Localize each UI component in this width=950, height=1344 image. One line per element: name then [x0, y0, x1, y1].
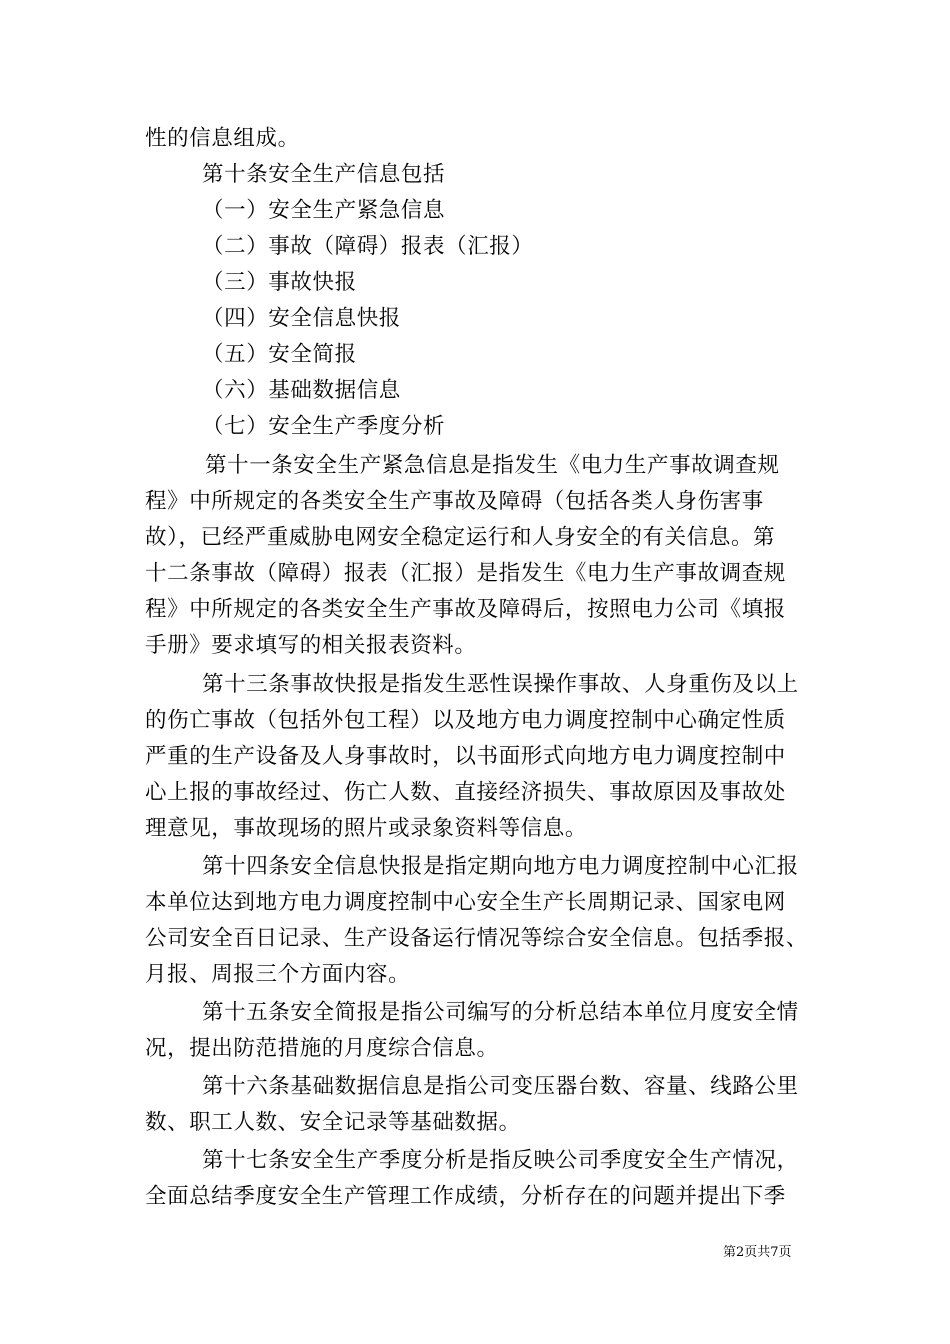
- text-line: 故），已经严重威胁电网安全稳定运行和人身安全的有关信息。第: [145, 525, 776, 550]
- text-line: 全面总结季度安全生产管理工作成绩，分析存在的问题并提出下季: [145, 1184, 786, 1209]
- list-item: （七）安全生产季度分析: [202, 414, 446, 439]
- text-line: 公司安全百日记录、生产设备运行情况等综合安全信息。包括季报、: [145, 926, 809, 951]
- text-line: 第十条安全生产信息包括: [202, 162, 446, 187]
- text-line: 数、职工人数、安全记录等基础数据。: [145, 1110, 521, 1135]
- text-line: 本单位达到地方电力调度控制中心安全生产长周期记录、国家电网: [145, 890, 786, 915]
- text-line: 第十三条事故快报是指发生恶性误操作事故、人身重伤及以上: [202, 672, 799, 697]
- text-line: 月报、周报三个方面内容。: [145, 962, 411, 987]
- list-item: （二）事故（障碍）报表（汇报）: [202, 234, 534, 259]
- page-number-footer: 第2页共7页: [723, 1245, 792, 1260]
- text-line: 性的信息组成。: [145, 126, 300, 151]
- text-line: 况，提出防范措施的月度综合信息。: [145, 1036, 499, 1061]
- text-line: 第十四条安全信息快报是指定期向地方电力调度控制中心汇报: [202, 854, 799, 879]
- list-item: （六）基础数据信息: [202, 378, 401, 403]
- text-line: 程》中所规定的各类安全生产事故及障碍（包括各类人身伤害事: [145, 489, 764, 514]
- text-line: 第十一条安全生产紧急信息是指发生《电力生产事故调查规: [205, 453, 780, 478]
- text-line: 严重的生产设备及人身事故时，以书面形式向地方电力调度控制中: [145, 744, 786, 769]
- text-line: 心上报的事故经过、伤亡人数、直接经济损失、事故原因及事故处: [145, 780, 786, 805]
- text-line: 第十六条基础数据信息是指公司变压器台数、容量、线路公里: [202, 1074, 799, 1099]
- text-line: 理意见，事故现场的照片或录象资料等信息。: [145, 816, 588, 841]
- text-line: 的伤亡事故（包括外包工程）以及地方电力调度控制中心确定性质: [145, 708, 786, 733]
- text-line: 十二条事故（障碍）报表（汇报）是指发生《电力生产事故调查规: [145, 561, 786, 586]
- text-line: 第十五条安全简报是指公司编写的分析总结本单位月度安全情: [202, 1000, 799, 1025]
- text-line: 手册》要求填写的相关报表资料。: [145, 633, 477, 658]
- list-item: （五）安全简报: [202, 342, 357, 367]
- list-item: （三）事故快报: [202, 270, 357, 295]
- list-item: （四）安全信息快报: [202, 306, 401, 331]
- text-line: 第十七条安全生产季度分析是指反映公司季度安全生产情况，: [202, 1148, 799, 1173]
- list-item: （一）安全生产紧急信息: [202, 198, 446, 223]
- text-line: 程》中所规定的各类安全生产事故及障碍后，按照电力公司《填报: [145, 597, 786, 622]
